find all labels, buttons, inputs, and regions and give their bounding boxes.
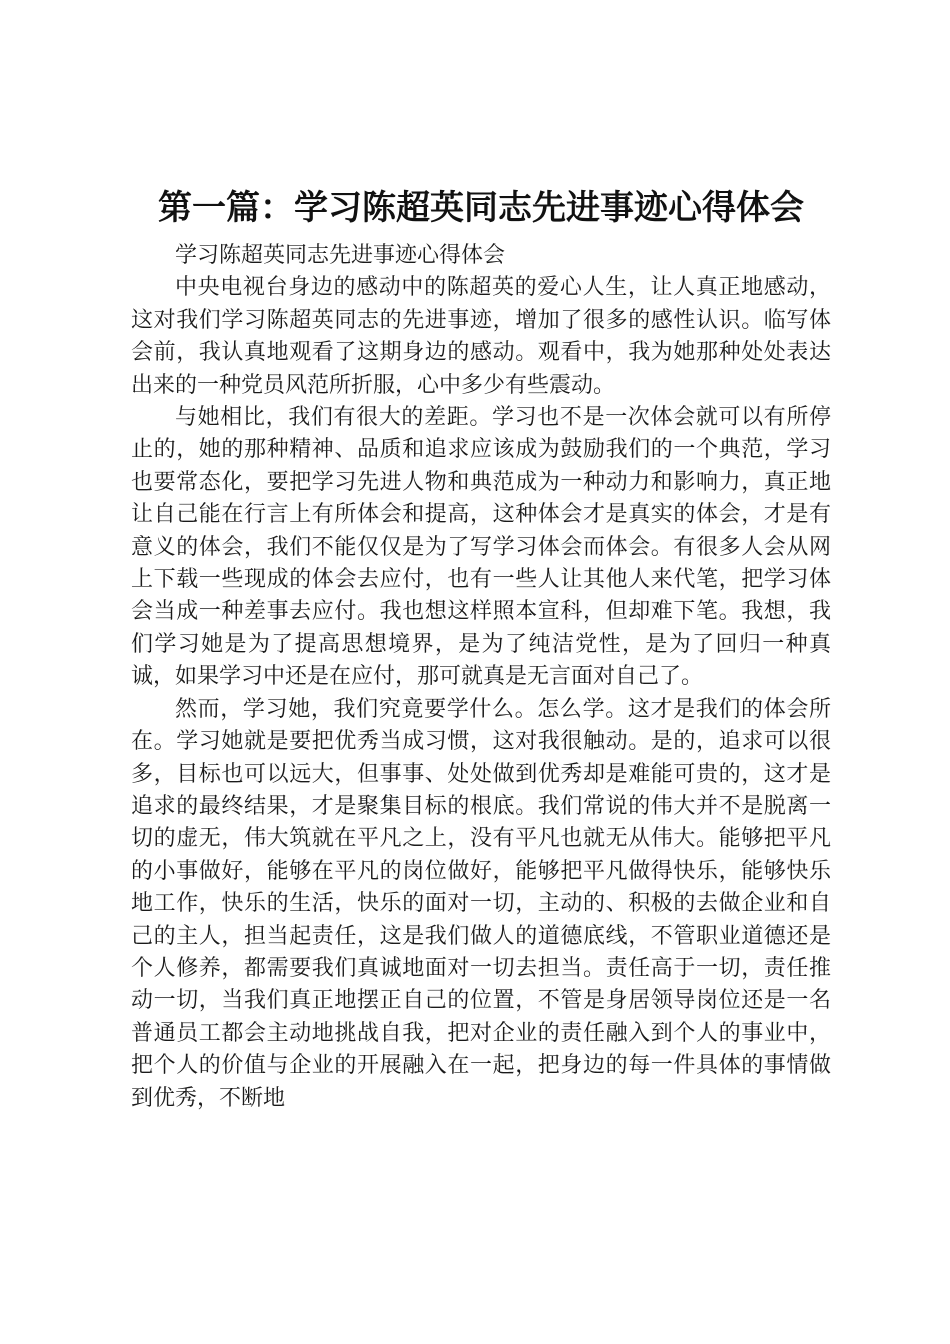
document-subtitle: 学习陈超英同志先进事迹心得体会 — [175, 243, 506, 268]
paragraph-1: 中央电视台身边的感动中的陈超英的爱心人生，让人真正地感动，这对我们学习陈超英同志的先进事迹，增加了很多的感性认识。临写体会前，我认真地观看了这期身边的感动。观看中，我为她那种处处表达出来的一种党员风范所折服，心中多少有些震动。 — [131, 275, 831, 398]
paragraph-2: 与她相比，我们有很大的差距。学习也不是一次体会就可以有所停止的，她的那种精神、品质和追求应该成为鼓励我们的一个典范，学习也要常态化，要把学习先进人物和典范成为一种动力和影响力，真正地让自己能在行言上有所体会和提高，这种体会才是真实的体会，才是有意义的体会，我们不能仅仅是为了写学习体会而体会。有很多人会从网上下载一些现成的体会去应付，也有一些人让其他人来代笔，把学习体会当成一种差事去应付。我也想这样照本宣科，但却难下笔。我想，我们学习她是为了提高思想境界，是为了纯洁党性，是为了回归一种真诚，如果学习中还是在应付，那可就真是无言面对自己了。 — [131, 405, 831, 690]
document-title: 第一篇：学习陈超英同志先进事迹心得体会 — [158, 188, 804, 228]
document-body — [131, 185, 831, 1115]
paragraph-3: 然而，学习她，我们究竟要学什么。怎么学。这才是我们的体会所在。学习她就是要把优秀当成习惯，这对我很触动。是的，追求可以很多，目标也可以远大，但事事、处处做到优秀却是难能可贵的，这才是追求的最终结果，才是聚集目标的根底。我们常说的伟大并不是脱离一切的虚无，伟大筑就在平凡之上，没有平凡也就无从伟大。能够把平凡的小事做好，能够在平凡的岗位做好，能够把平凡做得快乐，能够快乐地工作，快乐的生活，快乐的面对一切，主动的、积极的去做企业和自己的主人，担当起责任，这是我们做人的道德底线，不管职业道德还是个人修养，都需要我们真诚地面对一切去担当。责任高于一切，责任推动一切，当我们真正地摆正自己的位置，不管是身居领导岗位还是一名普通员工都会主动地挑战自我，把对企业的责任融入到个人的事业中，把个人的价值与企业的开展融入在一起，把身边的每一件具体的事情做到优秀，不断地 — [131, 696, 831, 1111]
